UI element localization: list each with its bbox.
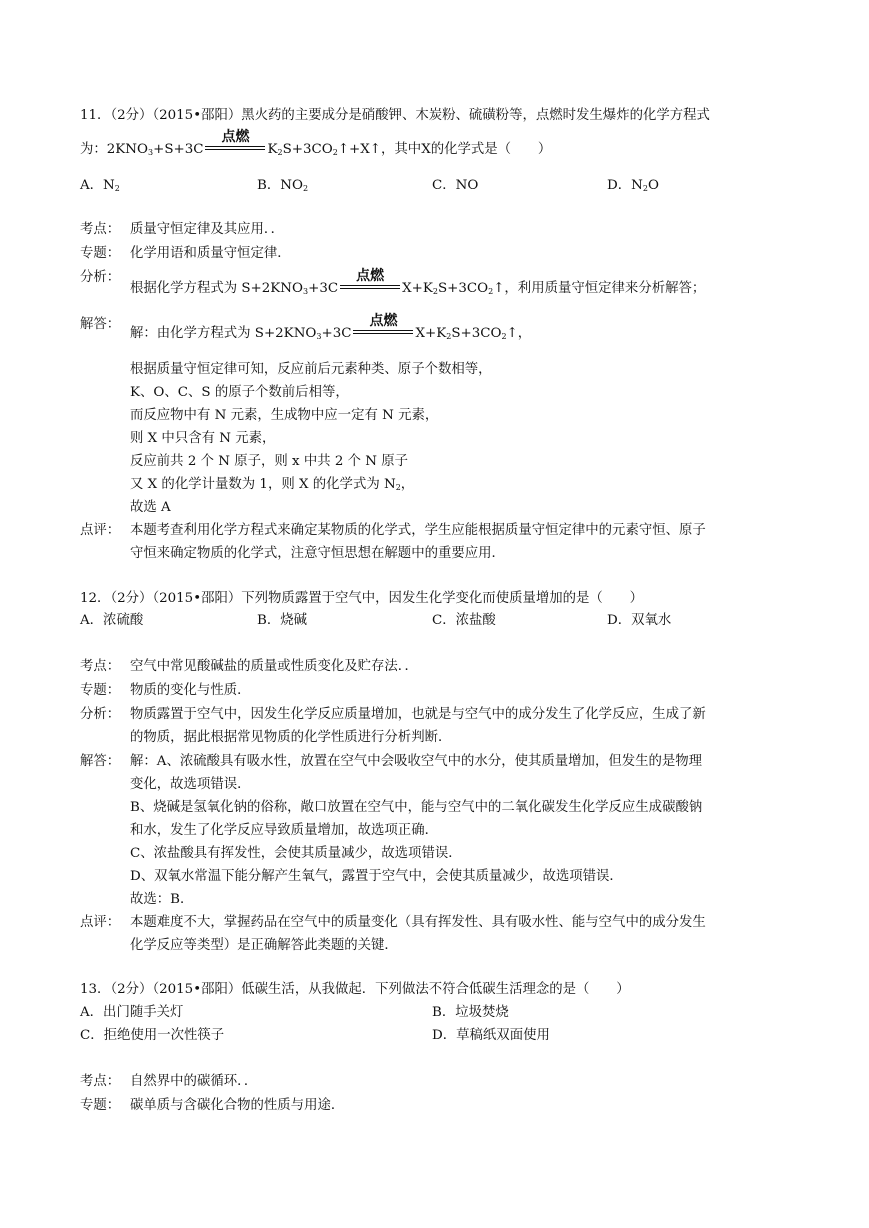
q12-jieda-line: 变化，故选项错误． (130, 777, 251, 792)
q11-zhuanti: 化学用语和质量守恒定律． (130, 246, 291, 261)
q11-dianping-line: 守恒来确定物质的化学式，注意守恒思想在解题中的重要应用． (130, 546, 505, 561)
q11-kaodian-label: 考点： (80, 222, 121, 237)
q11-fenxi: 根据化学方程式为 $S+2KNO_3+3C$ 点燃 $X+K_2S+3CO_2↑$，利用质量守恒定律来分析解答； (130, 268, 706, 296)
q12-zhuanti-label: 专题： (80, 683, 121, 698)
q11-jieda-line: 则 X 中只含有 N 元素， (130, 431, 276, 446)
q12-fenxi-line: 物质露置于空气中，因发生化学反应质量增加，也就是与空气中的成分发生了化学反应，生成了新 (130, 707, 706, 722)
q12-jieda-line: B、烧碱是氢氧化钠的俗称，敞口放置在空气中，能与空气中的二氧化碳发生化学反应生成碳酸钠 (130, 800, 703, 815)
q12-dianping-line: 本题难度不大，掌握药品在空气中的质量变化（具有挥发性、具有吸水性、能与空气中的成分发生 (130, 915, 706, 930)
q11-jieda-choice: 故选 A (130, 500, 171, 515)
q12-kaodian: 空气中常见酸碱盐的质量或性质变化及贮存法．． (130, 659, 418, 674)
q13-zhuanti-label: 专题： (80, 1098, 121, 1113)
q12-dianping-label: 点评： (80, 915, 121, 930)
reaction-arrow-icon: 点燃 (338, 280, 402, 298)
q11-jieda-line: K、O、C、S 的原子个数前后相等， (130, 385, 349, 400)
q13-option-a: A．出门随手关灯 (80, 1005, 184, 1020)
q12-zhuanti: 物质的变化与性质． (130, 683, 251, 698)
q11-kaodian: 质量守恒定律及其应用．． (130, 222, 284, 237)
q12-jieda-label: 解答： (80, 754, 121, 769)
q12-kaodian-label: 考点： (80, 659, 121, 674)
q11-zhuanti-label: 专题： (80, 246, 121, 261)
q11-jieda-line: 而反应物中有 N 元素，生成物中应一定有 N 元素， (130, 408, 439, 423)
q12-option-a: A．浓硫酸 (80, 613, 144, 628)
q11-dianping-line: 本题考查利用化学方程式来确定某物质的化学式，学生应能根据质量守恒定律中的元素守恒、原子 (130, 523, 706, 538)
q13-option-c: C．拒绝使用一次性筷子 (80, 1028, 225, 1043)
q11-fenxi-label: 分析： (80, 270, 121, 285)
q12-option-c: C．浓盐酸 (432, 613, 496, 628)
q12-option-b: B．烧碱 (257, 613, 308, 628)
q11-stem-line2: 为：$2KNO_3+S+3C$ 点燃 $K_2S+3CO_2↑+X↑$，其中X的化学式是（ ） (80, 129, 552, 157)
q12-jieda-line: 解：A、浓硫酸具有吸水性，放置在空气中会吸收空气中的水分，使其质量增加，但发生的是物理 (130, 754, 703, 769)
q13-zhuanti: 碳单质与含碳化合物的性质与用途． (130, 1098, 345, 1113)
reaction-arrow-icon: 点燃 (203, 141, 267, 159)
q11-jieda-equation: 解：由化学方程式为 $S+2KNO_3+3C$ 点燃 $X+K_2S+3CO_2↑$， (130, 313, 532, 341)
q12-dianping-line: 化学反应等类型）是正确解答此类题的关键． (130, 938, 398, 953)
q12-fenxi-line: 的物质，据此根据常见物质的化学性质进行分析判断． (130, 730, 452, 745)
q11-jieda-line: 反应前共 2 个 N 原子，则 x 中共 2 个 N 原子 (130, 454, 409, 469)
q11-jieda-line: 根据质量守恒定律可知，反应前后元素种类、原子个数相等， (130, 362, 492, 377)
q11-option-b: B．$NO_2$ (257, 178, 309, 193)
q12-jieda-line: C、浓盐酸具有挥发性，会使其质量减少，故选项错误． (130, 846, 462, 861)
q11-option-d: D．$N_2O$ (607, 178, 659, 193)
q11-stem-line1: 11．（2分）（2015•邵阳）黑火药的主要成分是硝酸钾、木炭粉、硫磺粉等，点燃时发生爆炸的化学方程式 (80, 108, 710, 123)
q12-stem: 12．（2分）（2015•邵阳）下列物质露置于空气中，因发生化学变化而使质量增加的是（ ） (80, 591, 643, 606)
q13-kaodian-label: 考点： (80, 1074, 121, 1089)
q12-fenxi-label: 分析： (80, 707, 121, 722)
q13-kaodian: 自然界中的碳循环．． (130, 1074, 258, 1089)
q12-jieda-line: 故选：B． (130, 892, 194, 907)
q12-option-d: D．双氧水 (607, 613, 672, 628)
q11-dianping-label: 点评： (80, 523, 121, 538)
q13-option-b: B．垃圾焚烧 (432, 1005, 509, 1020)
q11-option-c: C．NO (432, 178, 479, 193)
q12-jieda-line: 和水，发生了化学反应导致质量增加，故选项正确． (130, 823, 438, 838)
q11-jieda-line: 又 X 的化学计量数为 1，则 X 的化学式为 $N_2$， (130, 477, 415, 492)
reaction-arrow-icon: 点燃 (351, 325, 415, 343)
q13-stem: 13．（2分）（2015•邵阳）低碳生活，从我做起．下列做法不符合低碳生活理念的是（ ） (80, 982, 630, 997)
q12-jieda-line: D、双氧水常温下能分解产生氧气，露置于空气中，会使其质量减少，故选项错误． (130, 869, 623, 884)
q11-jieda-label: 解答： (80, 317, 121, 332)
q13-option-d: D．草稿纸双面使用 (432, 1028, 550, 1043)
q11-option-a: A．$N_2$ (80, 178, 120, 193)
